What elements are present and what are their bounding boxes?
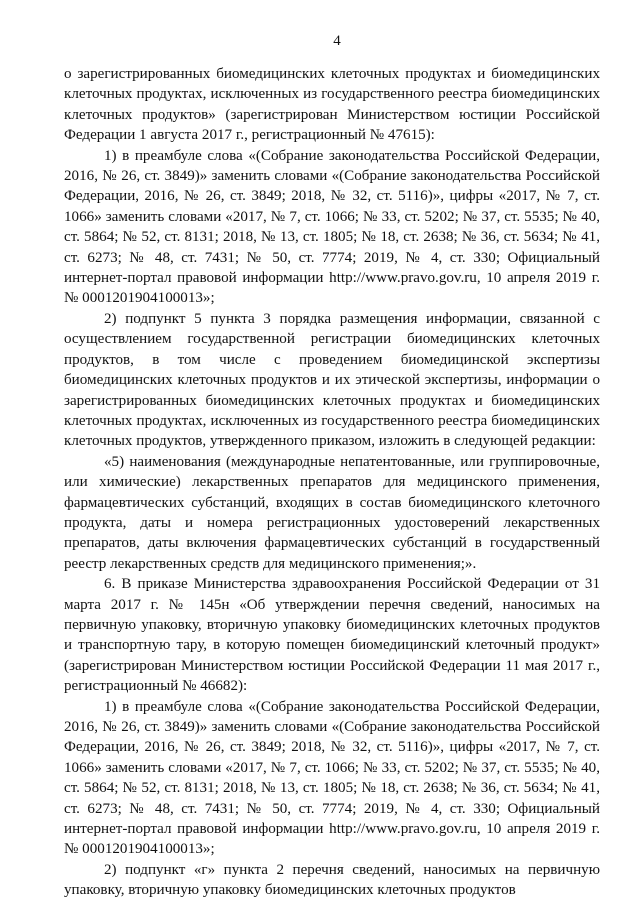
page-number: 4: [333, 33, 341, 49]
paragraph-item-2-subpoint: 2) подпункт 5 пункта 3 порядка размещения информации, связанной с осуществлением государственной регистрации биомедицинских клеточных продуктов, в том числе с проведением биомедицинской экспертизы биомедицинских клеточных продуктов и их этической экспертизы, информации о зарегистрированных биомедицинских клеточных продуктах и биомедицинских клеточных продуктах, исключенных из государственного реестра биомедицинских клеточных продуктов, утвержденного приказом, изложить в следующей редакции:: [64, 310, 600, 450]
paragraph-quoted-text: «5) наименования (международные непатентованные, или группировочные, или химические) лекарственных препаратов для медицинского применения, фармацевтических субстанций, входящих в состав биомедицинского клеточного продукта, даты и номера регистрационных удостоверений лекарственных препаратов, даты включения фармацевтических субстанций в государственный реестр лекарственных средств для медицинского применения;».: [64, 453, 600, 572]
paragraph-item-2-subpoint-2: 2) подпункт «г» пункта 2 перечня сведений, наносимых на первичную упаковку, вторичную упаковку биомедицинских клеточных продуктов: [64, 861, 600, 899]
paragraph-section-6: 6. В приказе Министерства здравоохранения Российской Федерации от 31 марта 2017 г. № 145н «Об утверждении перечня сведений, наносимых на первичную упаковку, вторичную упаковку биомедицинских клеточных продуктов и транспортную тару, в которую помещен биомедицинский клеточный продукт» (зарегистрирован Министерством юстиции Российской Федерации 11 мая 2017 г., регистрационный № 46682):: [64, 576, 600, 695]
paragraph-item-1-preamble: 1) в преамбуле слова «(Собрание законодательства Российской Федерации, 2016, № 26, ст. 3849)» заменить словами «(Собрание законодательства Российской Федерации, 2016, № 26, ст. 3849; 2018, № 32, ст. 5116)», цифры «2017, № 7, ст. 1066» заменить словами «2017, № 7, ст. 1066; № 33, ст. 5202; № 37, ст. 5535; № 40, ст. 5864; № 52, ст. 8131; 2018, № 13, ст. 1805; № 18, ст. 2638; № 36, ст. 5634; № 41, ст. 6273; № 48, ст. 7431; № 50, ст. 7774; 2019, № 4, ст. 330; Официальный интернет-портал правовой информации http://www.pravo.gov.ru, 10 апреля 2019 г. № 0001201904100013»;: [64, 147, 600, 307]
paragraph-item-1-preamble-2: 1) в преамбуле слова «(Собрание законодательства Российской Федерации, 2016, № 26, ст. 3849)» заменить словами «(Собрание законодательства Российской Федерации, 2016, № 26, ст. 3849; 2018, № 32, ст. 5116)», цифры «2017, № 7, ст. 1066» заменить словами «2017, № 7, ст. 1066; № 33, ст. 5202; № 37, ст. 5535; № 40, ст. 5864; № 52, ст. 8131; 2018, № 13, ст. 1805; № 18, ст. 2638; № 36, ст. 5634; № 41, ст. 6273; № 48, ст. 7431; № 50, ст. 7774; 2019, № 4, ст. 330; Официальный интернет-портал правовой информации http://www.pravo.gov.ru, 10 апреля 2019 г. № 0001201904100013»;: [64, 698, 600, 858]
paragraph-continuation: о зарегистрированных биомедицинских клеточных продуктах и биомедицинских клеточных продуктах, исключенных из государственного реестра биомедицинских клеточных продуктов» (зарегистрирован Министерством юстиции Российской Федерации 1 августа 2017 г., регистрационный № 47615):: [64, 66, 600, 144]
